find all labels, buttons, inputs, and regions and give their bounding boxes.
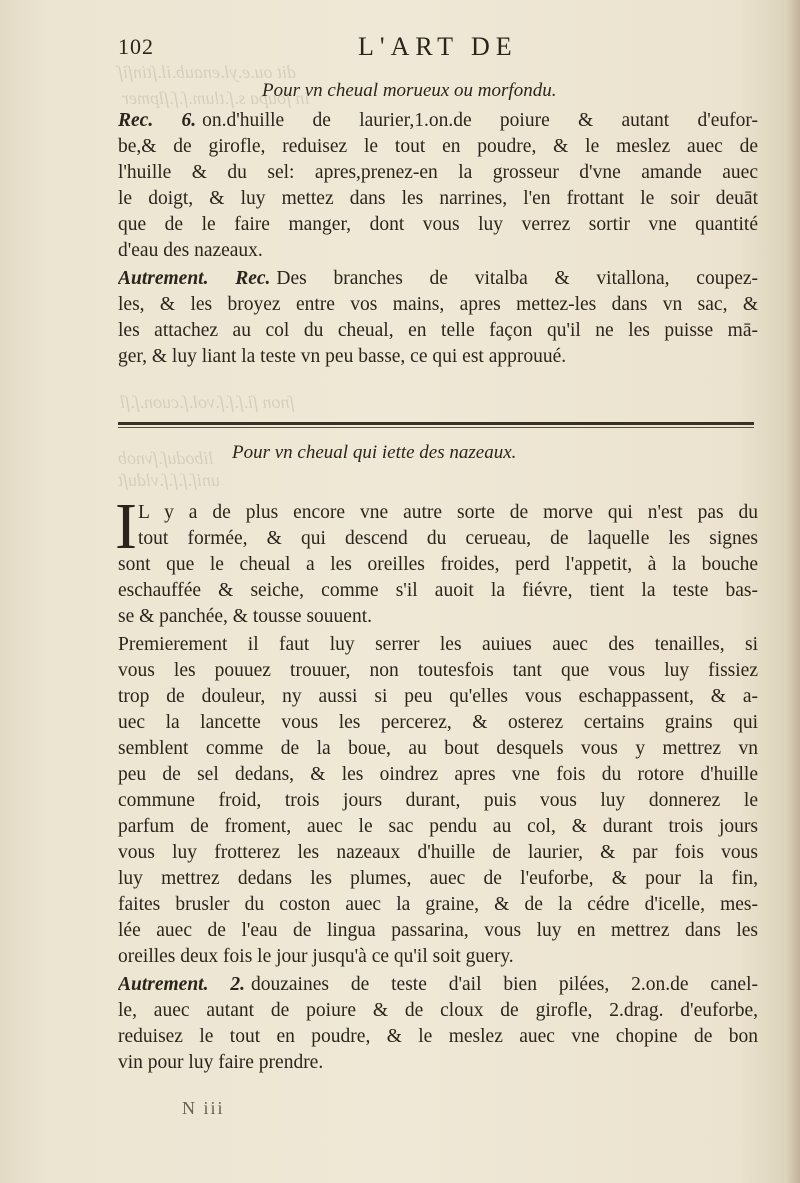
signature-mark: N iii — [182, 1098, 225, 1118]
recipe-label: Autrement. Rec. — [118, 268, 271, 289]
text-line: que de le faire manger, dont vous luy verrez sortir vne quantité — [118, 214, 758, 235]
text-line: l'huille & du sel: apres,prenez-en la grosseur d'vne amande auec — [118, 162, 758, 183]
text-line: vin pour luy faire prendre. — [118, 1052, 324, 1073]
text-line: tout formée, & qui descend du cerueau, de laquelle les signes — [138, 528, 758, 549]
drop-cap: I — [115, 490, 137, 563]
text-line: reduisez le tout en poudre, & le meslez auec vne chopine de bon — [118, 1026, 758, 1047]
bleed-through-text: ſnon ſi.ſ.ſ.ſ.vol.ſ.cuon.ſ.ſl — [120, 392, 295, 412]
text-line: uec la lancette vous les percerez, & osterez certains grains qui — [118, 712, 758, 733]
section-divider-thin — [118, 427, 754, 428]
text-line: trop de douleur, ny aussi si peu qu'elles vous eschappassent, & a- — [118, 686, 758, 707]
text-line: sont que le cheual a les oreilles froides, perd l'appetit, à la bouche — [118, 554, 758, 575]
recipe-label: Autrement. 2. — [118, 974, 245, 995]
page-header — [118, 32, 758, 62]
text-line: be,& de girofle, reduisez le tout en poudre, & le meslez auec de — [118, 136, 758, 157]
text-line: semblent comme de la boue, au bout desquels vous y mettrez vn — [118, 738, 758, 759]
text-line: L y a de plus encore vne autre sorte de morve qui n'est pas du — [138, 502, 758, 523]
text-line: vous luy frotterez les nazeaux d'huille de laurier, & par fois vous — [118, 842, 758, 863]
text-line — [118, 108, 758, 134]
line-text: douzaines de teste d'ail bien pilées, 2.on.de canel- — [250, 974, 758, 995]
text-line: le doigt, & luy mettez dans les narrines, l'en frottant le soir deuāt — [118, 188, 758, 209]
section-divider — [118, 422, 754, 425]
recipe-label: Rec. 6. — [118, 110, 197, 131]
text-line: vous les pouuez trouuer, non toutesfois tant que vous luy fissiez — [118, 660, 758, 681]
text-line: lée auec de l'eau de lingua passarina, vous luy en mettrez dans les — [118, 920, 758, 941]
text-line: luy mettrez dedans les plumes, auec de l'euforbe, & pour la fin, — [118, 868, 758, 889]
text-line: les, & les broyez entre vos mains, apres mettez-les dans vn sac, & — [118, 294, 758, 315]
section-heading: Pour vn cheual qui iette des nazeaux. — [232, 442, 517, 463]
page-number: 102 — [118, 34, 154, 59]
text-line — [118, 266, 758, 292]
running-head: L'ART DE — [358, 32, 518, 61]
line-text: Des branches de vitalba & vitallona, coupez- — [276, 268, 758, 289]
bleed-through-text: dit ou.e.yl.enaub.il.ſtinſiſ — [118, 62, 296, 82]
page-edge-shadow — [786, 0, 800, 1183]
text-line — [118, 972, 758, 998]
line-text: on.d'huille de laurier,1.on.de poiure & autant d'eufor- — [202, 110, 758, 131]
bleed-through-text: uniſ.ſ.ſ.ſ.vlduſt — [118, 470, 220, 490]
text-line: les attachez au col du cheual, en telle façon qu'il ne les puisse mā- — [118, 320, 758, 341]
text-line: le, auec autant de poiure & de cloux de girofle, 2.drag. d'euforbe, — [118, 1000, 758, 1021]
text-line: ger, & luy liant la teste vn peu basse, ce qui est approuué. — [118, 346, 567, 367]
text-line: parfum de froment, auec le sac pendu au col, & durant trois jours — [118, 816, 758, 837]
bleed-through-text: in ſoupa s.ſ.tlum.ſ.ſ.ſlpmer — [122, 88, 310, 108]
text-line: d'eau des nazeaux. — [118, 240, 263, 261]
text-line: oreilles deux fois le jour jusqu'à ce qu'il soit guery. — [118, 946, 514, 967]
text-line: eschauffée & seiche, comme s'il auoit la fiévre, tient la teste bas- — [118, 580, 758, 601]
bleed-through-text: liboduſ.ſvnob — [118, 448, 214, 468]
text-line: se & panchée, & tousse souuent. — [118, 606, 372, 627]
section-heading: Pour vn cheual morueux ou morfondu. — [262, 80, 557, 101]
text-line: peu de sel dedans, & les oindrez apres vne fois du rotore d'huille — [118, 764, 758, 785]
text-line: faites brusler du coston auec la graine, & de la cédre d'icelle, mes- — [118, 894, 758, 915]
text-line: commune froid, trois jours durant, puis vous luy donnerez le — [118, 790, 758, 811]
text-line: Premierement il faut luy serrer les auiues auec des tenailles, si — [118, 634, 758, 655]
